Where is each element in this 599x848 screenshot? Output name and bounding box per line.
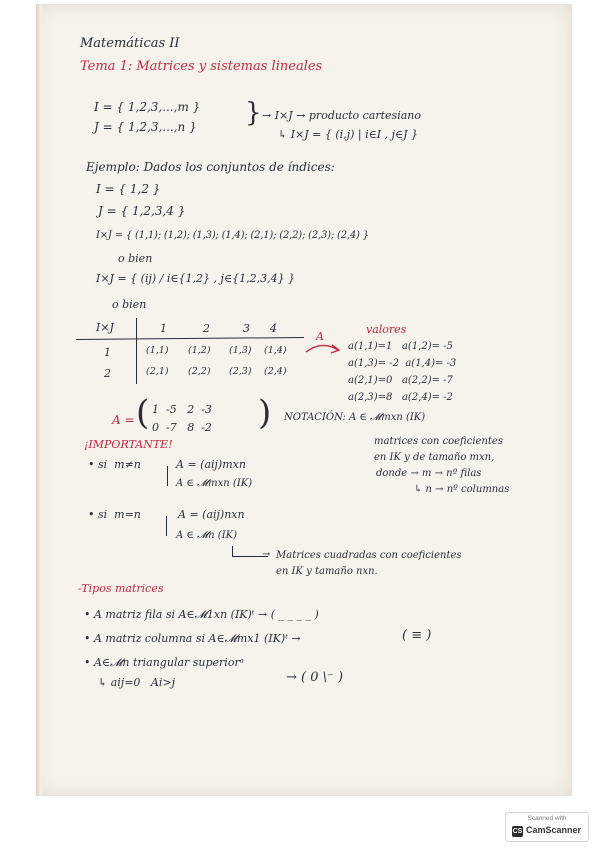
note-line: donde → m → nº filas	[376, 468, 482, 479]
example-set-I: I = { 1,2 }	[96, 182, 161, 196]
matrix-left-paren: (	[136, 393, 150, 433]
matrix-right-paren: )	[258, 393, 272, 433]
o-bien-2: o bien	[112, 298, 147, 311]
case2-membership: A ∈ 𝓜n (IK)	[176, 530, 238, 541]
camscanner-badge	[505, 812, 589, 842]
scanned-with-label: Scanned with	[527, 815, 567, 822]
arrow-stem	[232, 546, 233, 556]
set-I-definition: I = { 1,2,3,...,m }	[94, 100, 201, 114]
triangular-symbol: → ( 0 \⁻ )	[286, 670, 344, 685]
case2-matrix: A = (aij)nxn	[178, 508, 245, 521]
value-line: a(2,1)=0 a(2,2)= -7	[348, 375, 453, 386]
cartesian-product-note: → I×J → producto cartesiano	[262, 109, 421, 122]
values-heading: valores	[366, 323, 407, 336]
table-corner: I×J	[96, 321, 114, 334]
type-row-matrix: • A matriz fila si A∈𝓜1xn (IK)ᵗ → ( _ _ _ _ )	[84, 608, 319, 621]
case2-note: en IK y tamaño nxn.	[276, 566, 378, 577]
note-line: ↳ n → nº columnas	[414, 484, 510, 495]
table-cell: (1,3)	[229, 345, 252, 356]
case2-note: Matrices cuadradas con coeficientes	[276, 550, 462, 561]
table-cell: (2,4)	[264, 366, 287, 377]
table-cell: (1,1)	[146, 345, 169, 356]
important-heading: ¡IMPORTANTE!	[84, 438, 173, 451]
upper-triangular-condition: ↳ aij=0 Ai>j	[98, 676, 175, 689]
set-J-definition: J = { 1,2,3,...,n }	[94, 120, 197, 134]
example-product: I×J = { (1,1); (1,2); (1,3); (1,4); (2,1); (2,2); (2,3); (2,4) }	[96, 230, 369, 241]
table-col-header: 1	[160, 322, 167, 335]
table-cell: (2,1)	[146, 366, 169, 377]
case2-condition: • si m=n	[88, 508, 141, 521]
table-cell: (1,2)	[188, 345, 211, 356]
table-cell: (2,2)	[188, 366, 211, 377]
topic-title: Tema 1: Matrices y sistemas lineales	[80, 59, 323, 74]
table-col-header: 2	[203, 322, 210, 335]
arrow-head: →	[262, 549, 271, 560]
table-col-header: 3	[243, 322, 250, 335]
table-col-header: 4	[270, 322, 277, 335]
case1-condition: • si m≠n	[88, 458, 141, 471]
value-line: a(2,3)=8 a(2,4)= -2	[348, 392, 453, 403]
matrix-notation: NOTACIÓN: A ∈ 𝓜mxn (IK)	[284, 412, 426, 423]
page-edge	[36, 4, 42, 796]
camscanner-brand: CamScanner	[526, 825, 582, 835]
value-line: a(1,3)= -2 a(1,4)= -3	[348, 358, 457, 369]
value-line: a(1,1)=1 a(1,2)= -5	[348, 341, 453, 352]
table-row-label: 1	[104, 346, 111, 359]
type-column-matrix: • A matriz columna si A∈𝓜mx1 (IK)ᵗ →	[84, 632, 301, 645]
table-divider	[136, 318, 137, 384]
table-row-label: 2	[104, 367, 111, 380]
example-intro: Ejemplo: Dados los conjuntos de índices:	[86, 160, 335, 174]
types-heading: -Tipos matrices	[78, 582, 164, 595]
bracket-line	[166, 516, 167, 536]
example-set-builder: I×J = { (ij) / i∈{1,2} , j∈{1,2,3,4} }	[96, 272, 296, 285]
matrix-row: 0 -7 8 -2	[152, 421, 212, 434]
arrow-label-A: A	[316, 330, 324, 343]
cartesian-product-definition: ↳ I×J = { (i,j) | i∈I , j∈J }	[278, 128, 419, 141]
column-symbol: ( ≡ )	[402, 628, 432, 643]
type-upper-triangular: • A∈𝓜n triangular superiorᵃ	[84, 656, 244, 669]
case1-membership: A ∈ 𝓜mxn (IK)	[176, 478, 253, 489]
matrix-row: 1 -5 2 -3	[152, 403, 212, 416]
red-arrow-icon	[304, 340, 344, 356]
bracket-line	[167, 466, 168, 486]
camscanner-logo-icon: CS	[512, 828, 523, 835]
matrix-prefix: A =	[112, 413, 135, 427]
brace: }	[245, 98, 262, 128]
table-cell: (1,4)	[264, 345, 287, 356]
case1-matrix: A = (aij)mxn	[176, 458, 246, 471]
o-bien-1: o bien	[118, 252, 153, 265]
note-line: en IK y de tamaño mxn,	[374, 452, 495, 463]
note-line: matrices con coeficientes	[374, 436, 503, 447]
example-set-J: J = { 1,2,3,4 }	[98, 204, 186, 218]
table-cell: (2,3)	[229, 366, 252, 377]
page-title: Matemáticas II	[80, 36, 180, 51]
